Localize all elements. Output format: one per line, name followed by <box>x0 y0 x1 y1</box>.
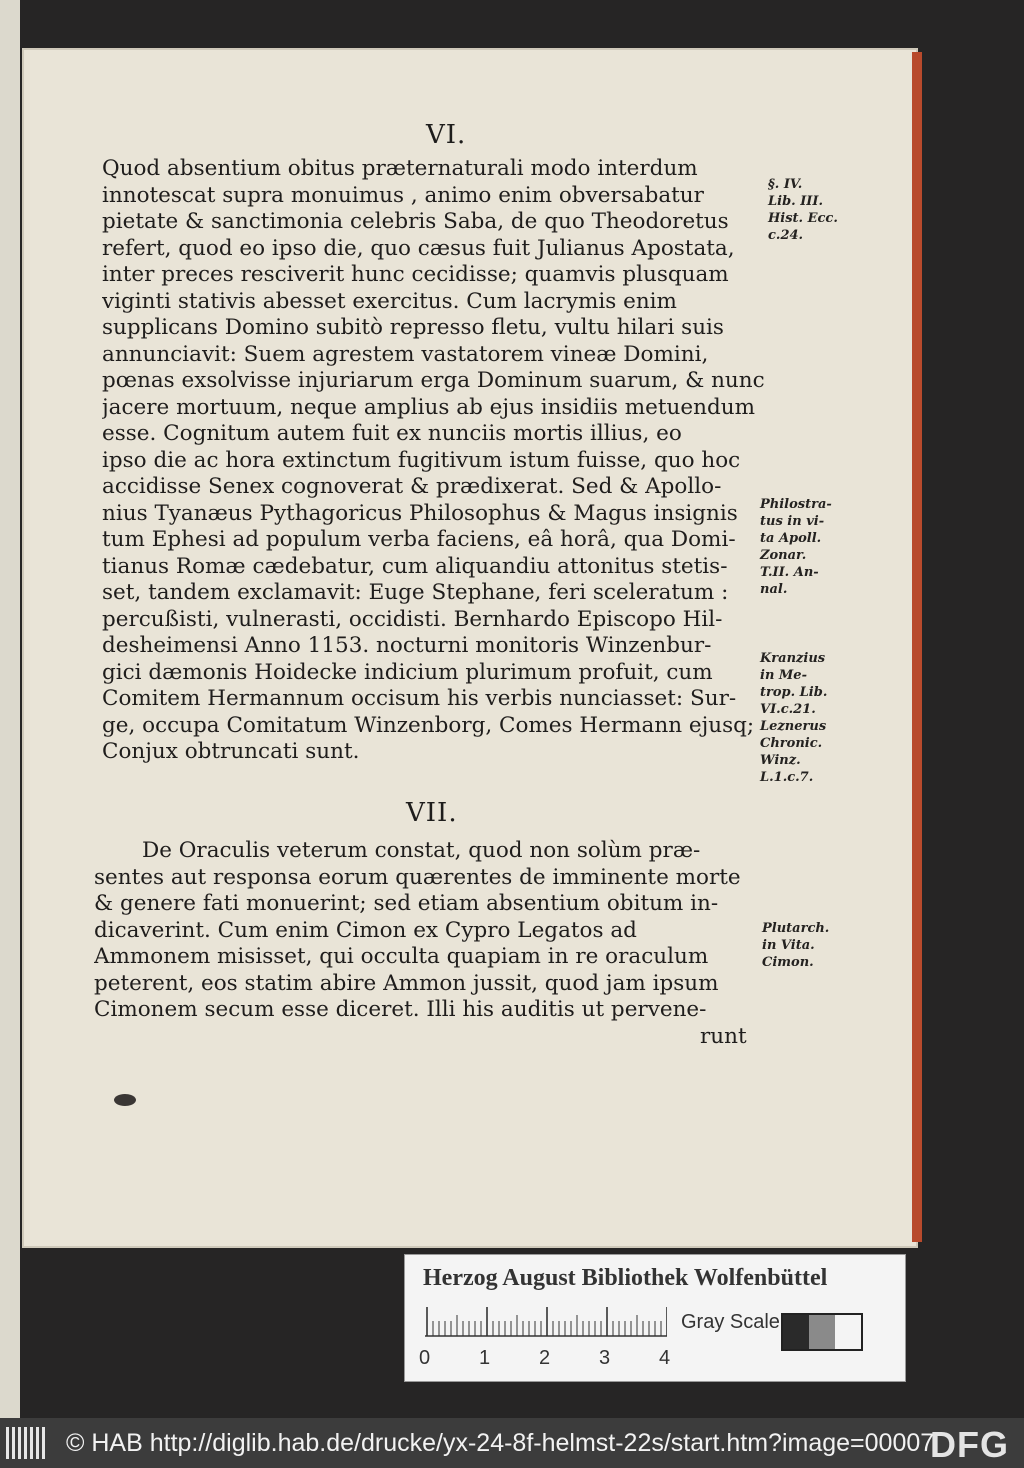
margin-note-line: L.1.c.7. <box>760 770 814 785</box>
text-line: supplicans Domino subitò represso fletu, vultu hilari suis <box>102 315 724 340</box>
ruler-number: 2 <box>539 1347 551 1369</box>
footer-bar <box>0 1418 1024 1468</box>
book-page <box>22 48 918 1248</box>
margin-note-plutarch <box>762 920 829 971</box>
text-line: Quod absentium obitus præternaturali modo interdum <box>102 156 698 181</box>
text-line: esse. Cognitum autem fuit ex nunciis mortis illius, eo <box>102 421 682 446</box>
text-line: dicaverint. Cum enim Cimon ex Cypro Legatos ad <box>94 917 637 943</box>
margin-note-line: Chronic. <box>760 736 823 751</box>
margin-note-line: Zonar. <box>760 548 807 563</box>
ruler-number: 4 <box>659 1347 671 1369</box>
margin-note-line: §. IV. <box>768 177 803 192</box>
margin-note-line: Kranzius <box>760 651 826 666</box>
text-line: annunciavit: Suem agrestem vastatorem vineæ Domini, <box>102 341 709 367</box>
margin-note-line: T.II. An- <box>760 565 819 580</box>
text-line: viginti stativis abesset exercitus. Cum lacrymis enim <box>102 288 677 314</box>
margin-note-line: in Vita. <box>762 938 815 953</box>
margin-note-line: ta Apoll. <box>760 531 822 546</box>
copyright-url[interactable]: © HAB http://diglib.hab.de/drucke/yx-24-8f-helmst-22s/start.htm?image=00007 <box>66 1429 935 1457</box>
text-line: tum Ephesi ad populum verba faciens, eâ horâ, qua Domi- <box>102 527 736 552</box>
text-line: tianus Romæ cædebatur, cum aliquandiu attonitus stetis- <box>102 553 728 579</box>
text-line: De Oraculis veterum constat, quod non solùm præ- <box>142 838 701 863</box>
hab-logo-icon <box>6 1427 48 1459</box>
text-line: set, tandem exclamavit: Euge Stephane, feri sceleratum : <box>102 580 729 605</box>
text-line: jacere mortuum, neque amplius ab ejus insidiis metuendum <box>102 394 755 420</box>
dfg-logo: DFG <box>930 1424 1009 1465</box>
text-line: ge, occupa Comitatum Winzenborg, Comes Hermann ejusq; <box>102 712 755 738</box>
text-line: inter preces resciverit hunc cecidisse; quamvis plusquam <box>102 262 729 287</box>
page-content <box>22 48 918 1248</box>
text-line: sentes aut responsa eorum quærentes de imminente morte <box>94 864 741 890</box>
text-line: & genere fati monuerint; sed etiam absentium obitum in- <box>94 891 719 916</box>
previous-page-edge <box>0 0 20 1418</box>
ruler-number: 3 <box>599 1347 611 1369</box>
text-line: ipso die ac hora extinctum fugitivum istum fuisse, quo hoc <box>102 447 741 473</box>
margin-note-line: Hist. Ecc. <box>768 211 838 226</box>
page-red-edge <box>912 52 922 1242</box>
section-vi-text <box>102 156 792 766</box>
margin-note-line: in Me- <box>760 668 807 683</box>
section-vii-text <box>94 838 794 1050</box>
text-line: peterent, eos statim abire Ammon jussit, quod jam ipsum <box>94 970 719 996</box>
margin-note-line: c.24. <box>768 228 804 243</box>
margin-note-line: Plutarch. <box>762 921 830 936</box>
text-line: innotescat supra monuimus , animo enim obversabatur <box>102 182 704 208</box>
text-line: Ammonem misisset, qui occulta quapiam in re oraculum <box>94 944 709 969</box>
library-color-scale-card <box>404 1254 906 1382</box>
margin-note-theodoretus <box>768 176 838 244</box>
margin-note-line: Leznerus <box>760 719 827 734</box>
gray-scale-swatches <box>781 1313 863 1351</box>
gray-swatch-dark <box>783 1315 809 1349</box>
section-heading-vii: VII. <box>406 798 458 828</box>
ruler-numbers <box>419 1347 679 1373</box>
text-line: percußisti, vulnerasti, occidisti. Bernhardo Episcopo Hil- <box>102 606 723 632</box>
margin-note-line: VI.c.21. <box>760 702 816 717</box>
text-line: gici dæmonis Hoidecke indicium plurimum profuit, cum <box>102 659 713 685</box>
gray-swatch-light <box>835 1315 861 1349</box>
text-line: runt <box>700 1023 747 1049</box>
gray-scale-label: Gray Scale <box>681 1311 780 1333</box>
margin-note-line: Philostra- <box>760 497 832 512</box>
margin-note-line: nal. <box>760 582 788 597</box>
section-heading-vi: VI. <box>426 120 467 150</box>
text-line: Conjux obtruncati sunt. <box>102 739 360 764</box>
text-line: accidisse Senex cognoverat & prædixerat. Sed & Apollo- <box>102 474 722 499</box>
library-name: Herzog August Bibliothek Wolfenbüttel <box>423 1265 828 1291</box>
ruler-number: 1 <box>479 1347 491 1369</box>
margin-note-philostratus <box>760 496 832 598</box>
text-line: pœnas exsolvisse injuriarum erga Dominum suarum, & nunc <box>102 368 765 393</box>
ink-blot <box>114 1094 136 1106</box>
gray-swatch-mid <box>809 1315 835 1349</box>
margin-note-kranzius <box>760 650 827 786</box>
margin-note-line: Winz. <box>760 753 801 768</box>
text-line: Comitem Hermannum occisum his verbis nunciasset: Sur- <box>102 686 737 711</box>
margin-note-line: trop. Lib. <box>760 685 828 700</box>
text-line: refert, quod eo ipso die, quo cæsus fuit Julianus Apostata, <box>102 235 735 261</box>
ruler-number: 0 <box>419 1347 431 1369</box>
margin-note-line: Cimon. <box>762 955 814 970</box>
ruler-scale <box>425 1307 667 1337</box>
text-line: pietate & sanctimonia celebris Saba, de quo Theodoretus <box>102 209 729 234</box>
margin-note-line: Lib. III. <box>768 194 823 209</box>
text-line: Cimonem secum esse diceret. Illi his auditis ut pervene- <box>94 997 707 1022</box>
text-line: nius Tyanæus Pythagoricus Philosophus & Magus insignis <box>102 500 738 526</box>
text-line: desheimensi Anno 1153. nocturni monitoris Winzenbur- <box>102 633 712 658</box>
margin-note-line: tus in vi- <box>760 514 825 529</box>
